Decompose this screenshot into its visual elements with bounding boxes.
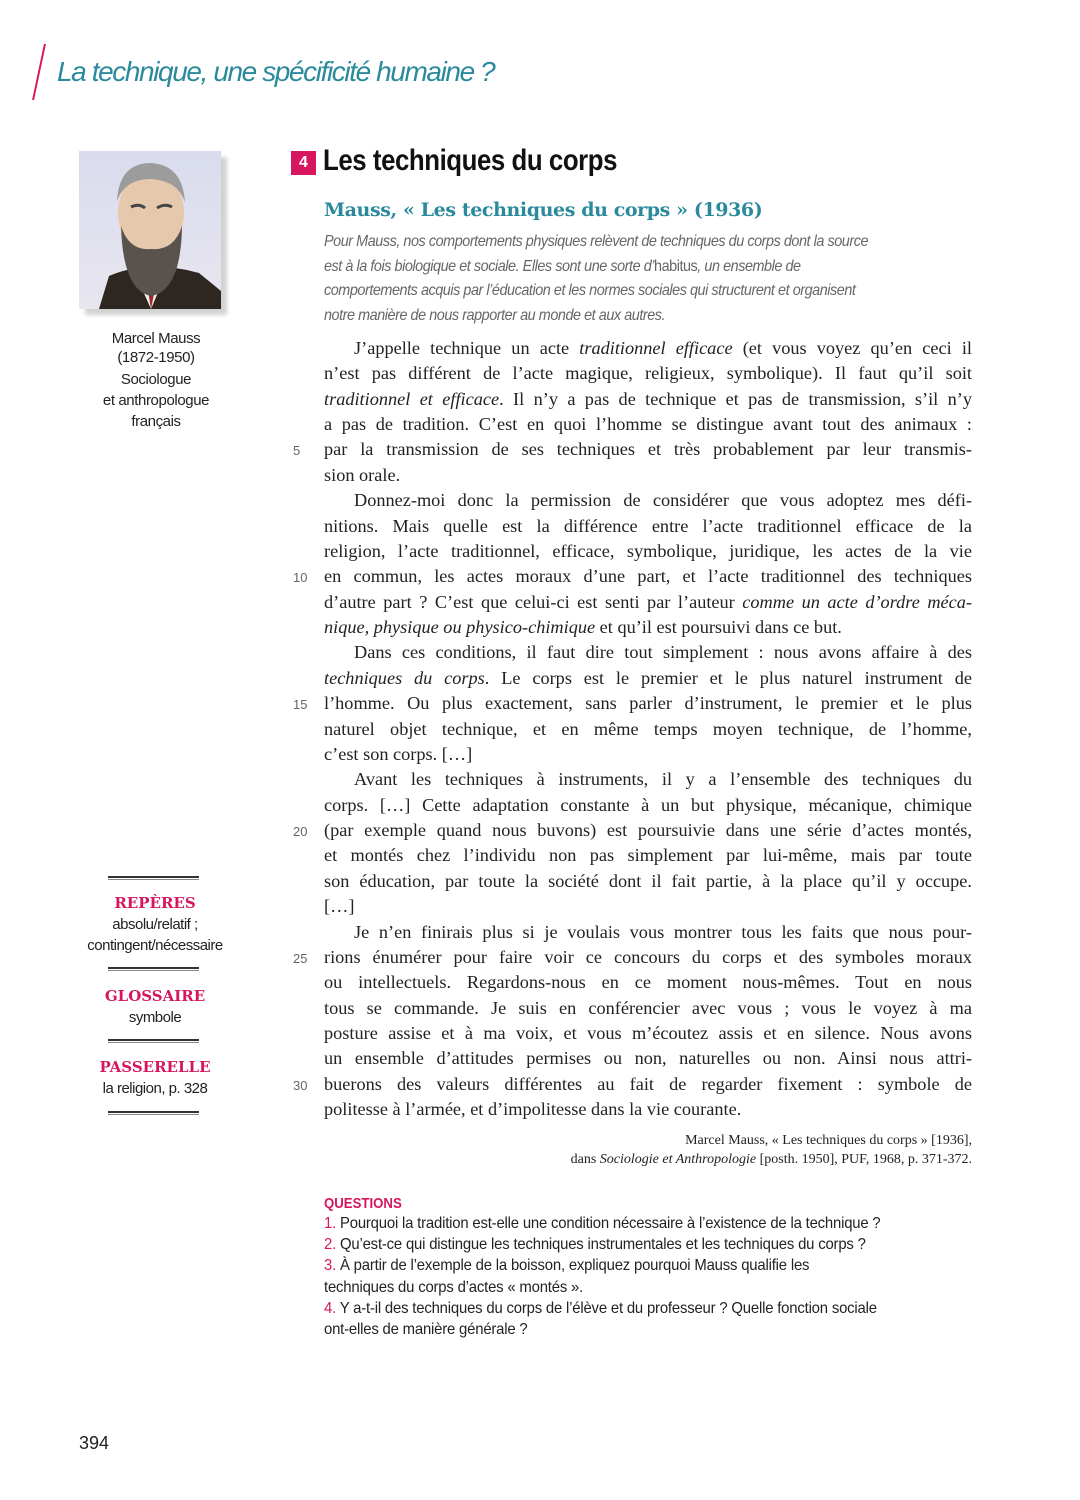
portrait-caption-dates: (1872-1950) <box>117 349 195 366</box>
line-number: 20 <box>293 824 308 840</box>
excerpt-line <box>324 336 972 361</box>
excerpt-segment: […] <box>324 896 355 917</box>
excerpt-line <box>324 539 972 564</box>
citation-prefix: dans <box>570 1152 600 1167</box>
excerpt-line <box>324 742 972 767</box>
excerpt-segment: Donnez-moi donc la permission de considérer que vous adoptez mes défi- <box>354 490 972 511</box>
chapter-title: La technique, une spécificité humaine ? <box>57 56 495 87</box>
portrait-caption-role2: et anthropologue <box>102 392 210 409</box>
question-line <box>324 1300 877 1318</box>
excerpt-line <box>324 1021 972 1046</box>
reperes-heading: REPÈRES <box>114 894 196 912</box>
excerpt-segment: J’appelle technique un acte <box>354 338 580 358</box>
citation-book-title: Sociologie et Anthropologie <box>599 1152 757 1167</box>
excerpt-segment: (et vous voyez qu’en ceci il <box>732 338 973 358</box>
excerpt-segment: corps. […] Cette adaptation constante à un but physique, mécanique, chimique <box>324 794 972 815</box>
question-line <box>324 1236 866 1254</box>
question-number: 4. <box>324 1299 337 1317</box>
excerpt-line <box>324 666 972 691</box>
excerpt-segment: nitions. Mais quelle est la différence entre l’acte traditionnel efficace de la <box>324 515 972 536</box>
intro-segment: habitus <box>654 257 698 275</box>
citation-line-1: Marcel Mauss, « Les techniques du corps » [1936], <box>685 1133 972 1148</box>
line-number: 30 <box>293 1077 308 1093</box>
passerelle-line: la religion, p. 328 <box>102 1080 208 1097</box>
excerpt-line <box>324 894 972 919</box>
document-title: Les techniques du corps <box>323 144 618 177</box>
divider <box>108 1039 199 1043</box>
question-line <box>324 1279 583 1297</box>
excerpt-line <box>324 1046 972 1071</box>
question-text: Qu’est-ce qui distingue les techniques instrumentales et les techniques du corps ? <box>339 1236 866 1254</box>
line-number: 10 <box>293 570 308 586</box>
excerpt-segment: traditionnel efficace <box>579 338 733 358</box>
page-number: 394 <box>79 1433 110 1453</box>
question-number: 2. <box>324 1236 337 1254</box>
excerpt-line <box>324 615 972 640</box>
divider <box>108 1111 199 1115</box>
excerpt-line <box>324 488 972 513</box>
question-line <box>324 1321 528 1339</box>
excerpt-segment: naturel objet technique, et en même temps moyen technique, de l’homme, <box>324 718 972 739</box>
excerpt-segment: un ensemble d’attitudes permises ou non, naturelles ou non. Ainsi nous attri- <box>324 1048 972 1069</box>
reperes-line: contingent/nécessaire <box>87 937 223 954</box>
citation-line-2 <box>571 1152 972 1168</box>
question-text: ont-elles de manière générale ? <box>324 1321 528 1338</box>
excerpt-line <box>324 640 972 665</box>
excerpt-line <box>324 590 972 615</box>
portrait-caption-name: Marcel Mauss <box>111 330 201 347</box>
question-number: 1. <box>324 1215 337 1232</box>
intro-segment: comportements acquis par l’éducation et les normes sociales qui structurent et organisent <box>324 282 856 299</box>
line-number: 25 <box>293 950 308 966</box>
intro-line <box>324 233 907 251</box>
question-text: techniques du corps d’actes « montés ». <box>324 1278 584 1296</box>
intro-segment: est à la fois biologique et sociale. Elles sont une sorte d’ <box>324 257 655 275</box>
divider <box>108 876 199 880</box>
excerpt-line <box>324 793 972 818</box>
excerpt-segment: c’est son corps. […] <box>324 743 473 764</box>
excerpt-line <box>324 920 972 945</box>
citation-suffix: [posth. 1950], PUF, 1968, p. 371-372. <box>756 1152 972 1167</box>
excerpt-line <box>324 818 972 843</box>
excerpt-segment: par la transmission de ses techniques et très probablement par leur transmis- <box>324 439 972 460</box>
excerpt-segment: buerons des valeurs différentes au fait de regarder fixement : symbole de <box>324 1073 972 1094</box>
excerpt-segment: comme un acte d’ordre méca- <box>742 591 972 612</box>
excerpt-segment: tous se commande. Je suis en conférencier avec vous ; vous le voyez à ma <box>324 997 972 1018</box>
excerpt-segment: en commun, les actes moraux d’une part, et l’acte traditionnel des techniques <box>324 566 972 587</box>
excerpt-segment: n’est pas différent de l’acte magique, religieux, symbolique). Il faut qu’il soit <box>324 363 972 384</box>
intro-line <box>324 307 907 325</box>
excerpt-segment: ou intellectuels. Regardons-nous en ce moment nous-mêmes. Tout en nous <box>324 972 972 993</box>
glossaire-heading: GLOSSAIRE <box>104 987 206 1005</box>
excerpt-line <box>324 843 972 868</box>
excerpt-segment: Je n’en finirais plus si je voulais vous montrer tous les faits que nous pour- <box>354 921 972 942</box>
excerpt-segment: religion, l’acte traditionnel, efficace, symbolique, juridique, les actes de la vie <box>324 540 972 561</box>
excerpt-line <box>324 361 972 386</box>
excerpt-segment: Dans ces conditions, il faut dire tout simplement : nous avons affaire à des <box>354 642 972 663</box>
excerpt-line <box>324 1072 972 1097</box>
excerpt-segment: posture assise et à ma voix, et vous m’écoutez assis et en silence. Nous avons <box>324 1022 972 1043</box>
excerpt-segment: Avant les techniques à instruments, il y a l’ensemble des techniques du <box>354 769 972 790</box>
excerpt-line <box>324 412 972 437</box>
line-number: 5 <box>293 443 301 459</box>
excerpt-line <box>324 996 972 1021</box>
excerpt-line <box>324 514 972 539</box>
portrait-caption-nationality: français <box>131 413 181 430</box>
excerpt-line <box>324 1097 972 1122</box>
excerpt-segment: (par exemple quand nous buvons) est poursuivie dans une série d’actes montés, <box>324 820 972 841</box>
excerpt-line <box>324 691 972 716</box>
intro-segment: , un ensemble de <box>697 257 801 275</box>
intro-line <box>324 258 907 276</box>
question-line <box>324 1215 881 1233</box>
excerpt-segment: sion orale. <box>324 464 401 485</box>
excerpt-segment: traditionnel et efficace <box>324 388 500 409</box>
excerpt-segment: son éducation, par toute la société dont il fait partie, à la place qu’il y occupe. <box>324 870 972 891</box>
excerpt-line <box>324 437 972 462</box>
excerpt-line <box>324 717 972 742</box>
excerpt-line <box>324 945 972 970</box>
excerpt-segment: d’autre part ? C’est que celui-ci est senti par l’auteur <box>324 591 743 612</box>
portrait-caption-role: Sociologue <box>120 371 192 388</box>
excerpt-line <box>324 767 972 792</box>
glossaire-line: symbole <box>128 1009 182 1026</box>
divider <box>108 967 199 971</box>
excerpt-segment: . Le corps est le premier et le plus naturel instrument de <box>484 667 972 688</box>
document-number-badge: 4 <box>291 151 316 175</box>
chapter-slash-decoration <box>32 44 46 100</box>
intro-line <box>324 282 907 300</box>
excerpt-segment: rions énumérer pour faire voir ce concours du corps et des symboles moraux <box>324 946 972 967</box>
excerpt-line <box>324 970 972 995</box>
question-text: Pourquoi la tradition est-elle une condition nécessaire à l’existence de la technique ? <box>339 1215 881 1232</box>
source-title: Mauss, « Les techniques du corps » (1936) <box>324 199 763 221</box>
questions-heading: QUESTIONS <box>324 1195 402 1212</box>
question-text: À partir de l’exemple de la boisson, expliquez pourquoi Mauss qualifie les <box>339 1257 810 1275</box>
excerpt-line <box>324 387 972 412</box>
question-text: Y a-t-il des techniques du corps de l’élève et du professeur ? Quelle fonction sociale <box>339 1299 877 1317</box>
question-number: 3. <box>324 1257 337 1275</box>
question-line <box>324 1257 809 1275</box>
line-number: 15 <box>293 697 308 713</box>
excerpt-segment: techniques du corps <box>324 667 485 688</box>
intro-segment: notre manière de nous rapporter au monde et aux autres. <box>324 306 666 324</box>
passerelle-heading: PASSERELLE <box>99 1058 211 1076</box>
excerpt-segment: a pas de tradition. C’est en quoi l’homme se distingue avant tout des animaux : <box>324 414 972 435</box>
portrait-marcel-mauss <box>79 151 221 309</box>
excerpt-segment: . Il n’y a pas de technique et pas de transmission, s’il n’y <box>499 388 973 409</box>
excerpt-segment: et montés chez l’individu non pas simplement par lui-même, mais par toute <box>324 845 972 866</box>
excerpt-segment: l’homme. Ou plus exactement, sans parler d’instrument, le premier et le plus <box>324 693 972 714</box>
excerpt-line <box>324 463 972 488</box>
excerpt-segment: politesse à l’armée, et d’impolitesse dans la vie courante. <box>324 1099 742 1120</box>
intro-segment: Pour Mauss, nos comportements physiques relèvent de techniques du corps dont la source <box>324 233 869 250</box>
excerpt-line <box>324 869 972 894</box>
excerpt-line <box>324 564 972 589</box>
reperes-line: absolu/relatif ; <box>112 916 198 933</box>
excerpt-segment: et qu’il est poursuivi dans ce but. <box>595 617 842 638</box>
excerpt-segment: nique, physique ou physico-chimique <box>324 617 596 638</box>
